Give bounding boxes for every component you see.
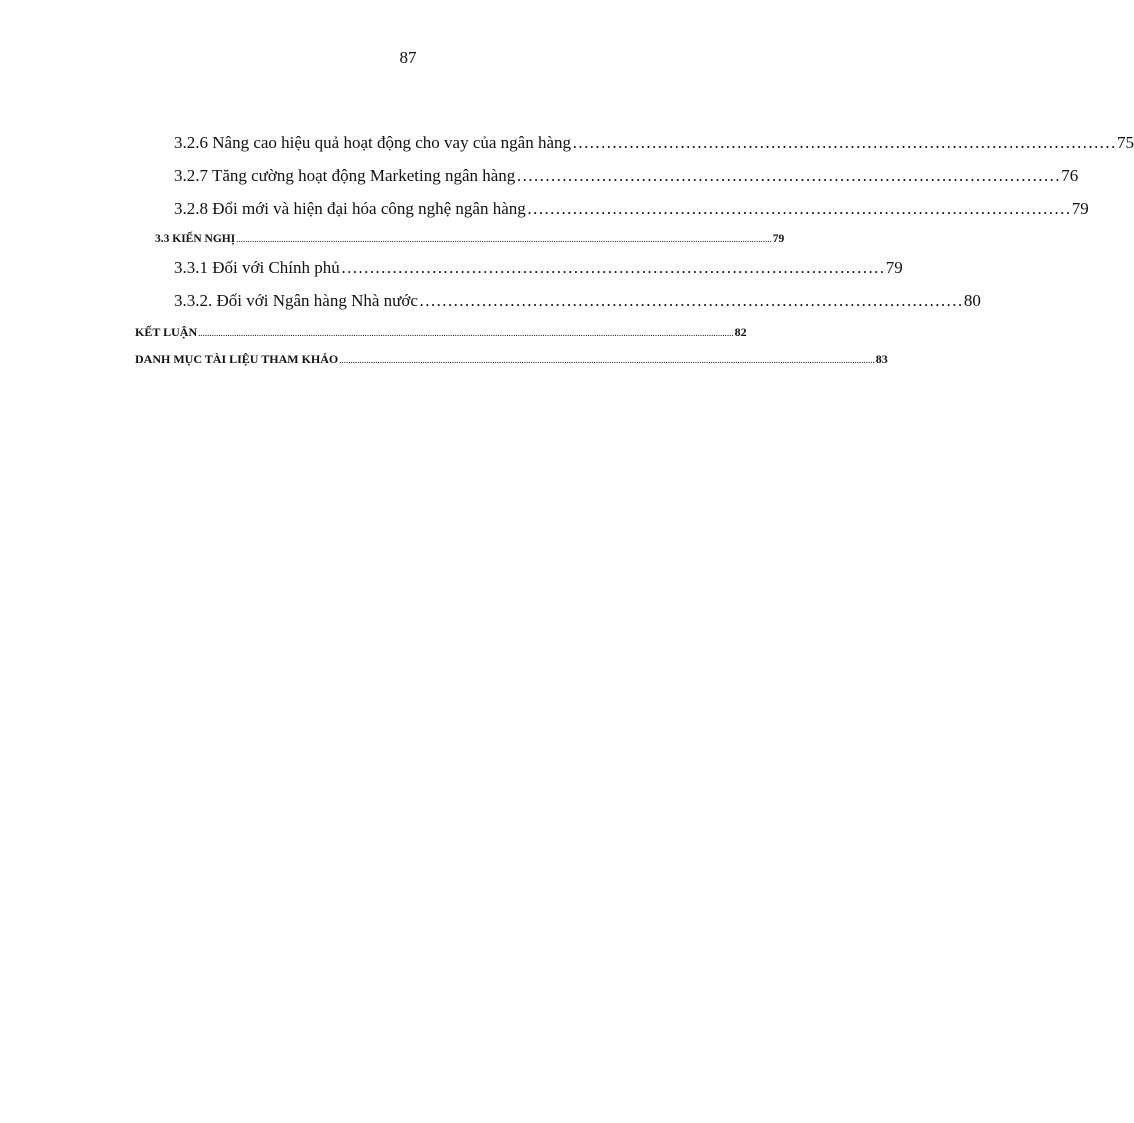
dot-leader: .............................................................................................................................................................................................................................................. <box>198 328 734 338</box>
toc-entry-3-2-8[interactable] <box>174 199 1089 219</box>
toc-entry-label: 3.3.2. Đối với Ngân hàng Nhà nước <box>174 291 418 310</box>
toc-entry-3-2-7[interactable] <box>174 166 1079 186</box>
dot-leader: …………………………………………………………………………………… <box>418 291 963 310</box>
dot-leader: .............................................................................................................................................................................................................................................. <box>339 355 875 365</box>
toc-entry-page: 79 <box>1071 199 1089 218</box>
toc-entry-page: 82 <box>734 325 747 339</box>
toc-entry-label: DANH MỤC TÀI LIỆU THAM KHẢO <box>135 352 339 366</box>
page-number: 87 <box>399 48 417 67</box>
dot-leader: …………………………………………………………………………………… <box>526 199 1071 218</box>
toc-entry-3-3[interactable] <box>155 233 785 245</box>
toc-entry-label: 3.3.1 Đối với Chính phủ <box>174 258 340 277</box>
toc-entry-page: 79 <box>772 233 785 245</box>
toc-entry-label: 3.3 KIẾN NGHỊ <box>155 233 236 245</box>
toc-entry-3-3-2[interactable] <box>174 291 981 311</box>
toc-entry-label: 3.2.6 Nâng cao hiệu quả hoạt động cho vay của ngân hàng <box>174 133 572 152</box>
toc-entry-label: 3.2.7 Tăng cường hoạt động Marketing ngân hàng <box>174 166 516 185</box>
toc-entry-page: 80 <box>963 291 981 310</box>
toc-entry-3-3-1[interactable] <box>174 258 903 278</box>
toc-entry-3-2-6[interactable] <box>174 133 1134 153</box>
toc-entry-page: 76 <box>1061 166 1079 185</box>
dot-leader: .............................................................................................................................................................................................................................................. <box>236 234 772 244</box>
toc-entry-page: 75 <box>1117 133 1134 152</box>
toc-entry-label: KẾT LUẬN <box>135 325 198 339</box>
toc-entry-label: 3.2.8 Đổi mới và hiện đại hóa công nghệ ngân hàng <box>174 199 526 218</box>
dot-leader: …………………………………………………………………………………… <box>516 166 1061 185</box>
toc-entry-ket-luan[interactable] <box>135 325 747 340</box>
toc-entry-page: 83 <box>875 352 888 366</box>
dot-leader: …………………………………………………………………………………… <box>572 133 1117 152</box>
toc-entry-page: 79 <box>885 258 903 277</box>
dot-leader: …………………………………………………………………………………… <box>340 258 885 277</box>
toc-entry-danh-muc-tai-lieu[interactable] <box>135 352 888 367</box>
